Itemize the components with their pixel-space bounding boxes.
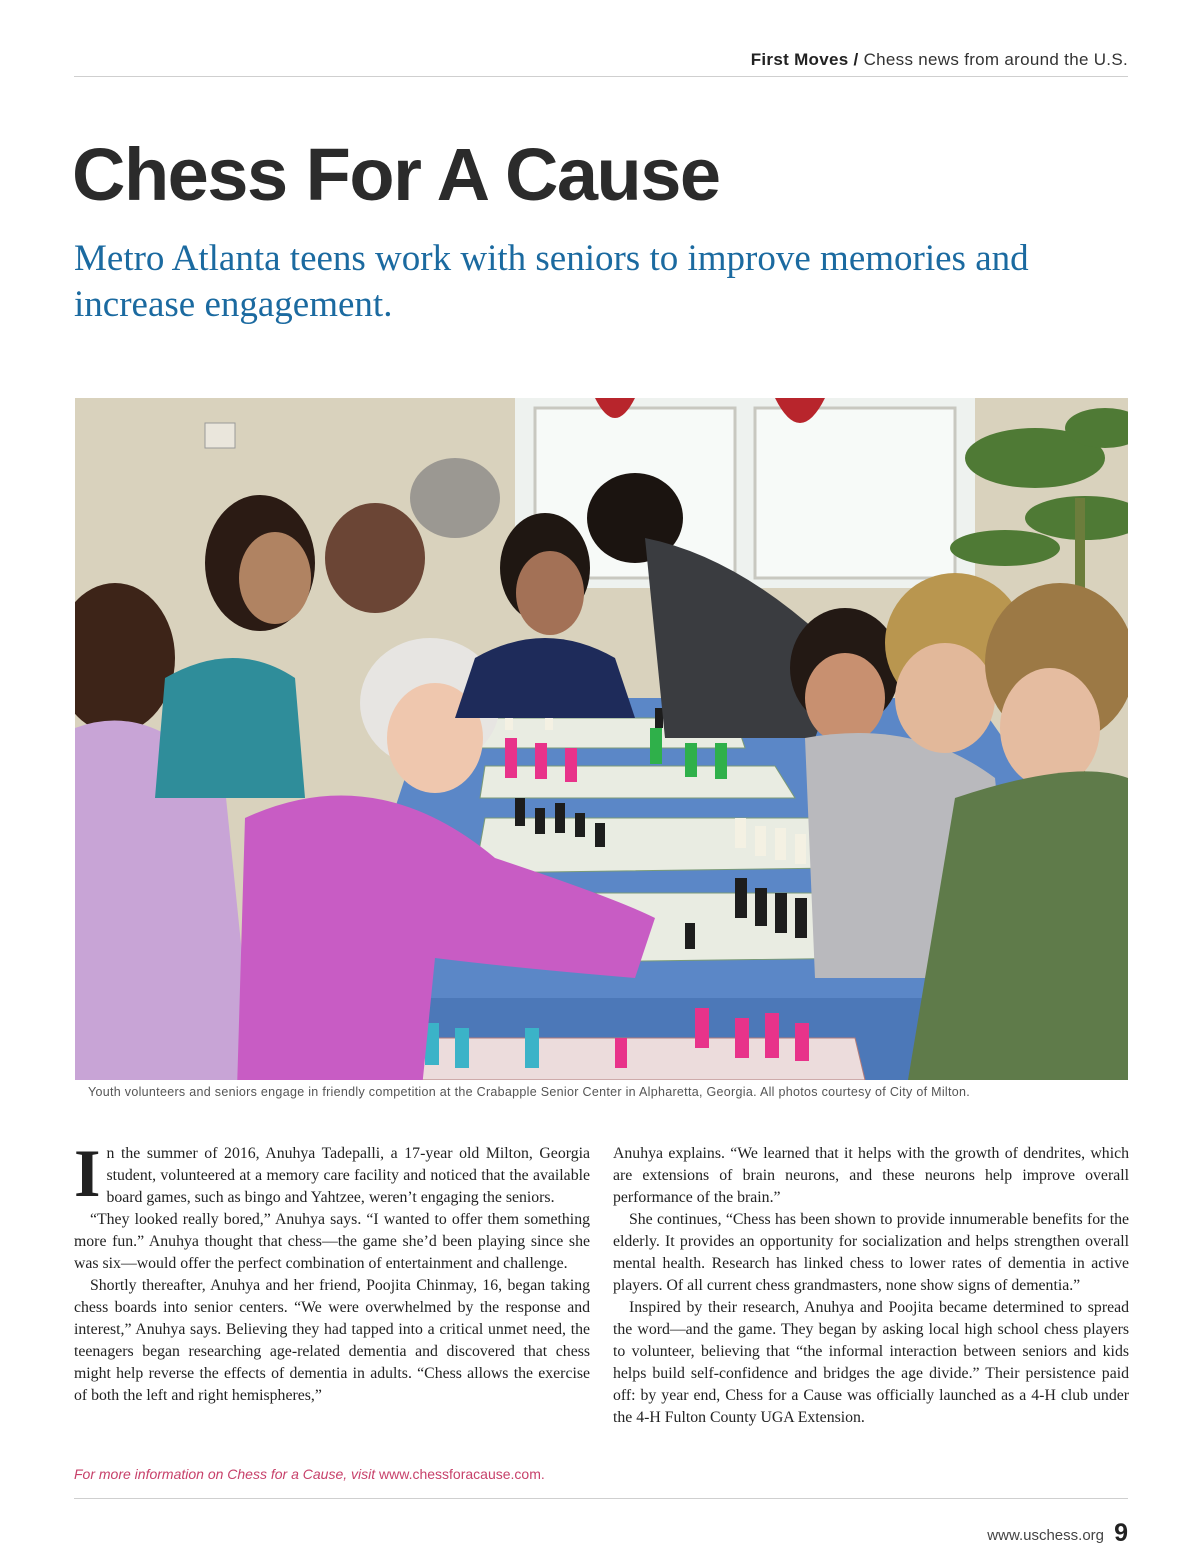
section-name: First Moves / (750, 50, 859, 69)
section-tagline: Chess news from around the U.S. (863, 50, 1128, 69)
paragraph: Inspired by their research, Anuhya and Poojita became determined to spread the word—and the game. They began by asking local high school chess players to volunteer, believing that “the informal interaction between seniors and kids helps build self-confidence and bridges the age divide.” Their persistence paid off: by year end, Chess for a Cause was officially launched as a 4-H club under the 4-H Fulton County UGA Extension. (613, 1299, 1129, 1426)
more-info-note (74, 1466, 545, 1482)
photo-caption: Youth volunteers and seniors engage in friendly competition at the Crabapple Senior Center in Alpharetta, Georgia. All photos courtesy of City of Milton. (88, 1085, 971, 1099)
paragraph-text: n the summer of 2016, Anuhya Tadepalli, a 17-year old Milton, Georgia student, volunteered at a memory care facility and noticed that the available board games, such as bingo and Yahtzee, weren’t engaging the seniors. (106, 1145, 590, 1206)
article-body (74, 1135, 1129, 1455)
drop-cap: I (74, 1135, 101, 1211)
more-info-link[interactable]: www.chessforacause.com. (379, 1466, 545, 1482)
page-number: 9 (1114, 1519, 1128, 1547)
article-title: Chess For A Cause (72, 133, 720, 216)
footer-rule (74, 1498, 1128, 1500)
section-header (74, 50, 1128, 77)
more-info-text: For more information on Chess for a Cause, visit (74, 1466, 380, 1482)
article-photo (75, 398, 1128, 1080)
photo-illustration (75, 398, 1128, 1080)
footer-site-url[interactable]: www.uschess.org (987, 1527, 1104, 1544)
body-column-right (613, 1143, 1129, 1455)
paragraph: Anuhya explains. “We learned that it helps with the growth of dendrites, which are extensions of brain neurons, and these neurons help improve overall performance of the brain.” (613, 1145, 1129, 1206)
paragraph: “They looked really bored,” Anuhya says. “I wanted to offer them something more fun.” Anuhya thought that chess—the game she’d been playing since she was six—would offer the perfect combination of entertainment and challenge. (74, 1211, 590, 1272)
paragraph (74, 1135, 590, 1211)
article-subtitle: Metro Atlanta teens work with seniors to improve memories and increase engagement. (74, 238, 1029, 325)
paragraph: Shortly thereafter, Anuhya and her friend, Poojita Chinmay, 16, began taking chess boards into senior centers. “We were overwhelmed by the response and interest,” Anuhya says. Believing they had tapped into a critical unmet need, the teenagers began researching age-related dementia and discovered that chess might help reverse the effects of dementia in adults. “Chess allows the exercise of both the left and right hemispheres,” (74, 1277, 590, 1404)
body-column-left (74, 1135, 590, 1455)
paragraph: She continues, “Chess has been shown to provide innumerable benefits for the elderly. It provides an opportunity for socialization and helps strengthen overall mental health. Research has linked chess to lower rates of dementia in active players. Of all current chess grandmasters, none show signs of dementia.” (613, 1211, 1129, 1294)
